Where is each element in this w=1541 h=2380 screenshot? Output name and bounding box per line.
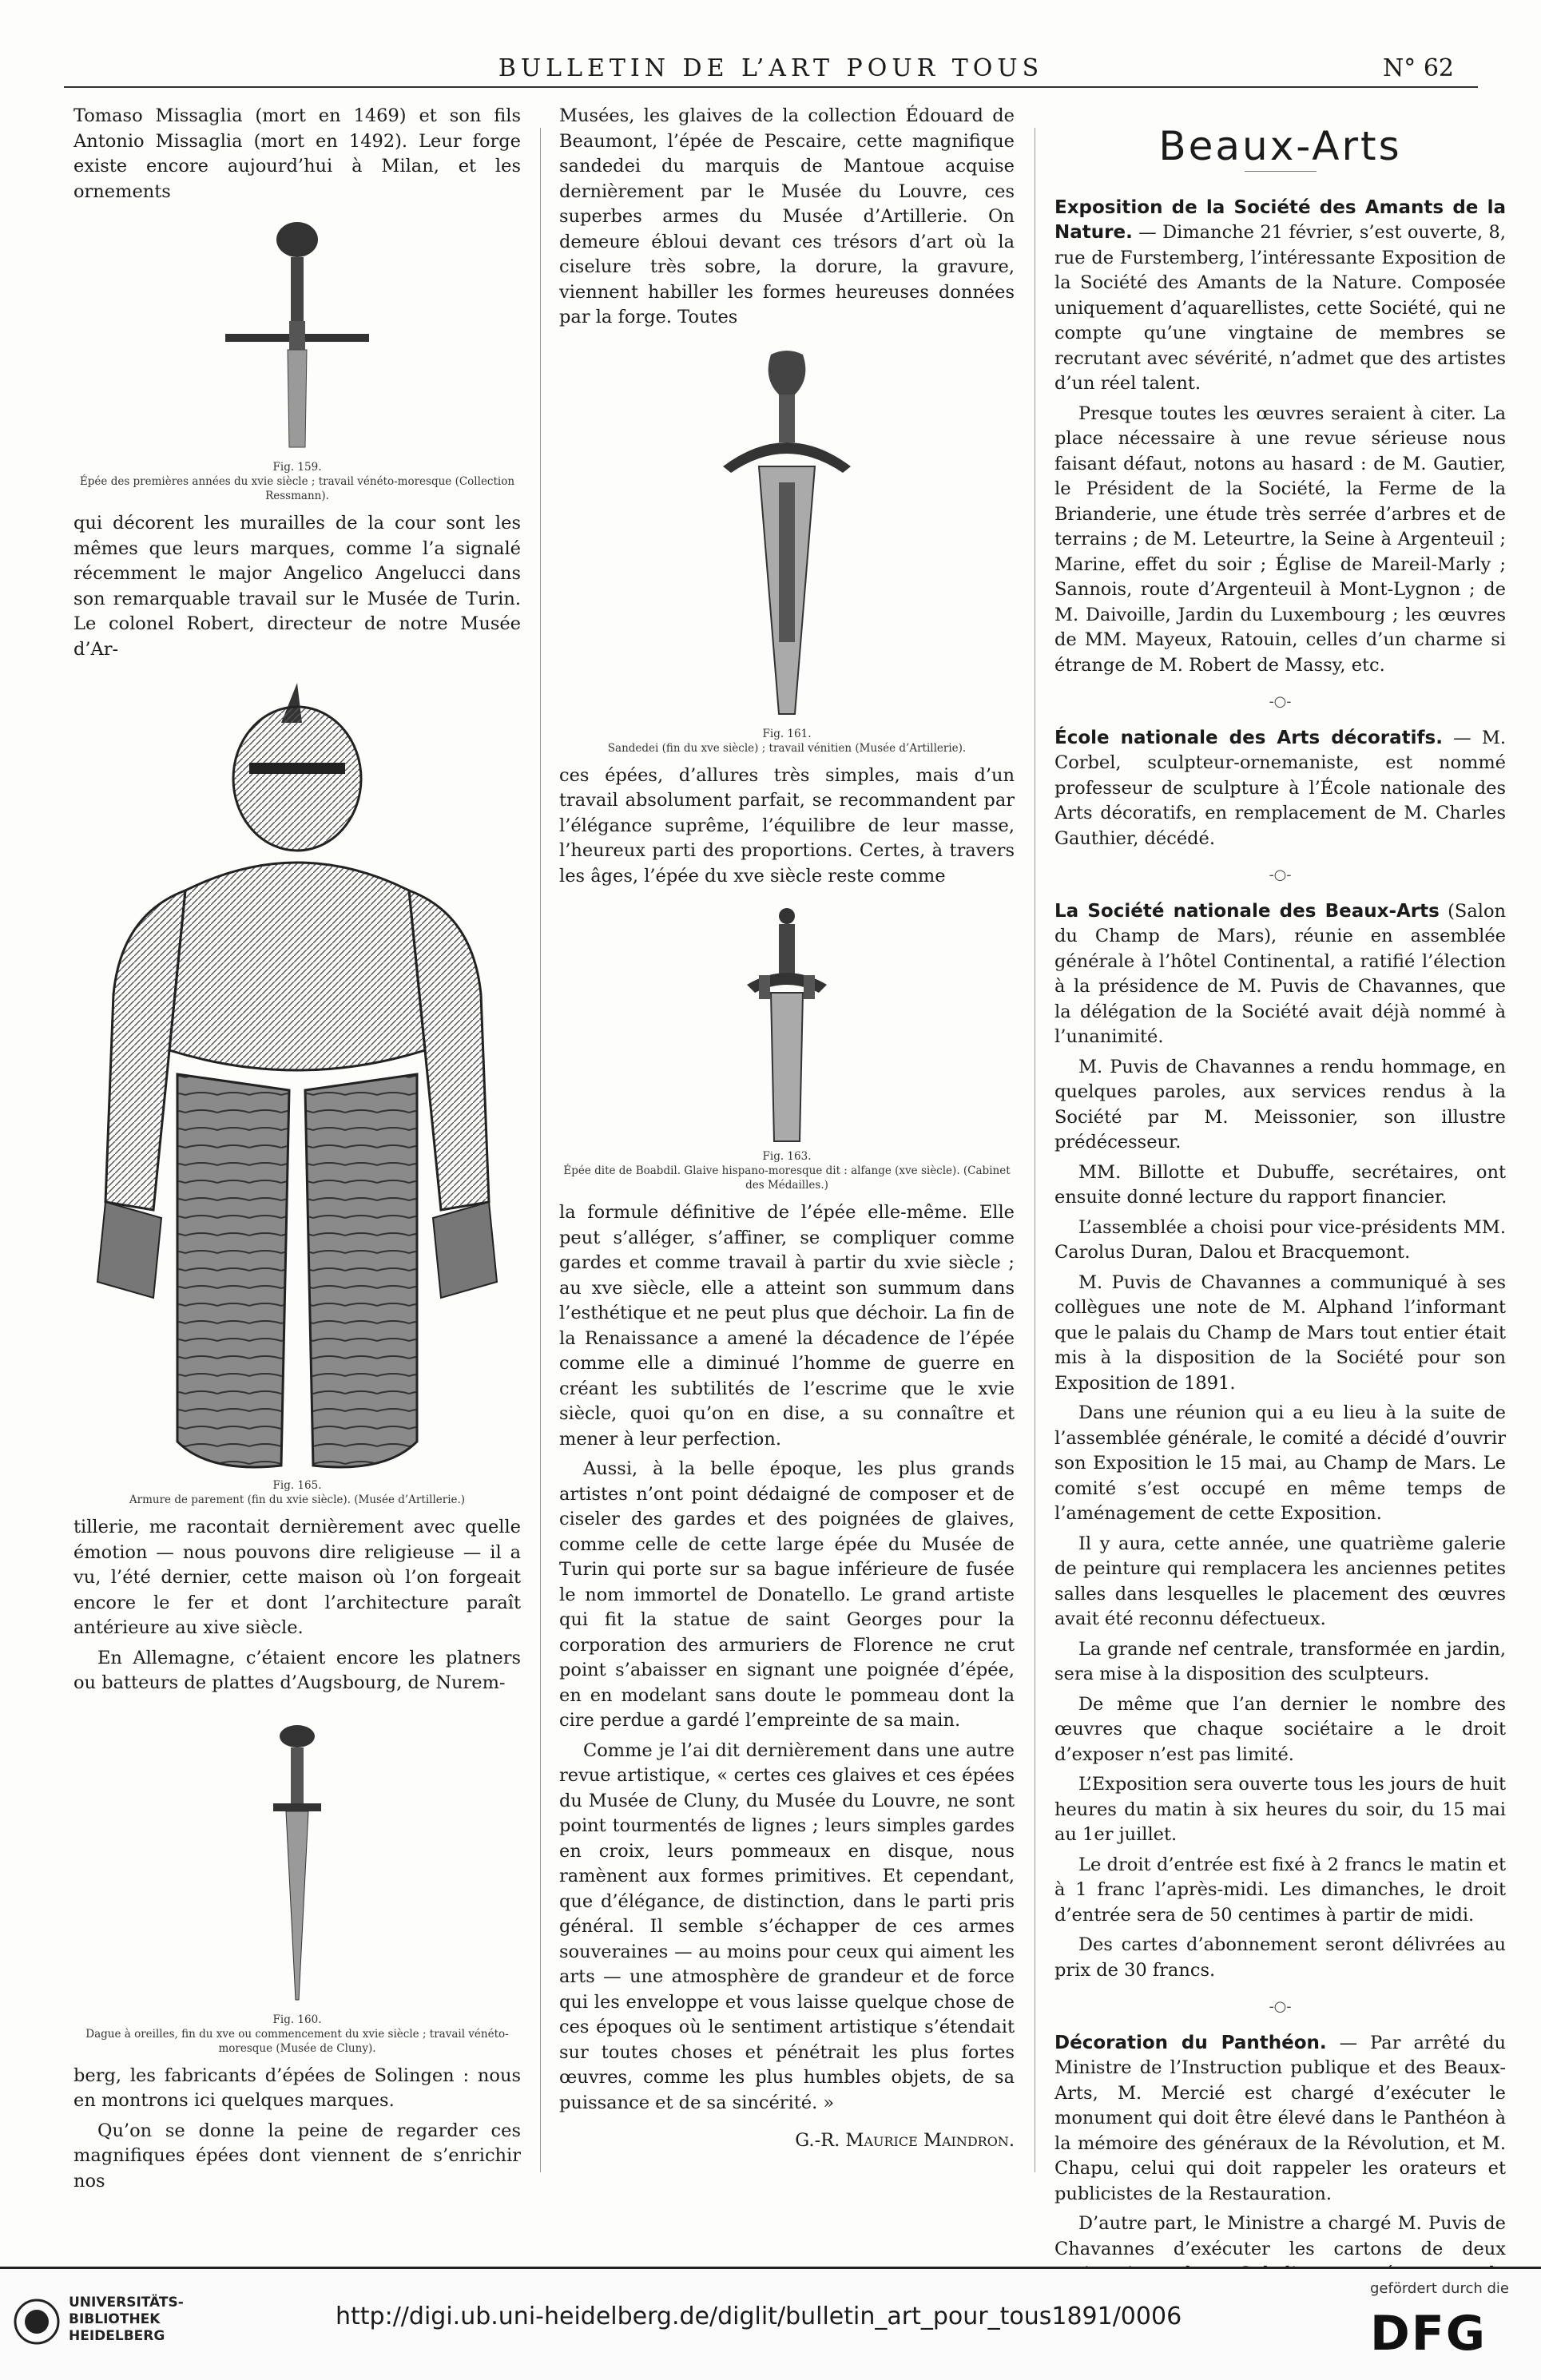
university-seal-icon [13,2298,61,2346]
paragraph: D’autre part, le Ministre a chargé M. Puvis de Chavannes d’exécuter les cartons de deux [1054,2213,1506,2259]
caption-text: Sandedei (fin du xve siècle) ; travail vénitien (Musée d’Artillerie). [607,741,967,755]
column-2 [559,104,1015,2154]
section-heading: Beaux-Arts [1158,123,1402,169]
paragraph: M. Puvis de Chavannes a communiqué à ses collègues une note de M. Alphand l’informant que le palais du Champ de Mars tout entier était mis à la disposition de la Société pour son Exposition de 1891. [1054,1271,1506,1394]
item-text: — Dimanche 21 février, s’est ouverte, 8, rue de Furstemberg, l’intéressante Exposition de la Société des Amants de la Nature. Composée uniquement d’aquarellistes, cette Société, qui ne compte qu’une vingtaine de membres se recrutant avec sévérité, n’admet que des artistes d’un réel talent. [1054,222,1506,394]
paragraph: Comme je l’ai dit dernièrement dans une autre revue artistique, « certes ces glaives et ces épées du Musée de Cluny, du Musée du Louvre, ne sont point tourmentés de lignes ; leurs simples gardes en croix, leurs pommeaux en disque, nous ramènent aux formes primitives. Et cependant, que d’élégance, de distinction, dans le parti pris général. Il semble s’échapper de ces armes souveraines — au moins pour ceux qui aiment les arts — une atmosphère de grandeur et de force qui les enveloppe et vous laisse quelque chose de ces époques où le sentiment artistique s’étendait sur toutes choses et pénétrait les plus fortes œuvres, comme les plus humbles objets, de sa puissance et de sa sincérité. » [559,1739,1015,2113]
news-item [1054,196,1506,397]
paragraph: qui décorent les murailles de la cour sont les mêmes que leurs marques, comme l’a signalé récemment le major Angelico Angelucci dans son remarquable travail sur le Musée de Turin. Le colonel Robert, directeur de notre Musée d’Ar- [73,513,521,660]
item-title: Exposition de la Société des Amants de la Nature. [1054,196,1506,243]
institution-line: BIBLIOTHEK [69,2311,161,2327]
news-item [1054,2031,1506,2207]
news-item [1054,726,1506,852]
item-title: La Société nationale des Beaux-Arts [1054,900,1440,922]
paragraph: Il y aura, cette année, une quatrième galerie de peinture qui remplacera les anciennes petites salles dans lesquelles le placement des œuvres avait été reconnu défectueux. [1054,1533,1506,1629]
paragraph: Presque toutes les œuvres seraient à citer. La place nécessaire à une revue sérieuse nous faisant défaut, notons au hasard : de M. Gautier, le Président de la Société, la Ferme de la Brianderie, une étude très serrée d’arbres et de terrains ; de M. Leteurtre, la Seine à Argenteuil ; Marine, effet du soir ; Église de Mareil-Marly ; Sannois, route d’Argenteuil à Mont-Lygnon ; de M. Daivoille, Jardin du Luxembourg ; les œuvres de MM. Mayeux, Ratouin, celles d’un charme si étrange de M. Robert de Massy, etc. [1054,403,1506,676]
permalink[interactable]: http://digi.ub.uni-heidelberg.de/diglit/bulletin_art_pour_tous1891/0006 [336,2303,1182,2330]
item-text: (Salon du Champ de Mars), réunie en assemblée générale à l’hôtel Continental, a ratifié l’élection à la présidence de M. Puvis de Chavannes, que la délégation de la Société avait déjà nommé à l’unanimité. [1054,900,1506,1047]
news-item [1054,899,1506,1050]
paragraph: Le droit d’entrée est fixé à 2 francs le matin et à 1 franc l’après-midi. Les dimanches, le droit d’entrée sera de 50 centimes à partir de midi. [1054,1854,1506,1926]
caption-text: Armure de parement (fin du xvie siècle). (Musée d’Artillerie.) [129,1493,466,1506]
paragraph: Tomaso Missaglia (mort en 1469) et son fils Antonio Missaglia (mort en 1492). Leur forge existe encore aujourd’hui à Milan, et les ornements [73,105,521,202]
figure-159-sword [217,216,377,455]
paragraph: Aussi, à la belle époque, les plus grands artistes n’ont point dédaigné de composer et de ciseler des gardes et des poignées de glaives, comme celle de cette large épée du Musée de Turin qui porte sur sa bague inférieure de fusée le nom immortel de Donatello. Le grand artiste qui fit la statue de saint Georges pour la corporation des armuriers de Florence ne crut point s’abaisser en signant une poignée d’épée, en en modelant sans doute le pommeau dont la cire perdue a gardé l’empreinte de sa main. [559,1458,1015,1731]
item-text: — Par arrêté du Ministre de l’Instruction publique et des Beaux-Arts, M. Mercié est chargé d’exécuter le monument qui doit être élevé dans le Panthéon à la mémoire des généraux de la Révolution, et M. Chapu, celui qui doit rappeler les orateurs et publicistes de la Restauration. [1054,2032,1506,2204]
caption-text: Dague à oreilles, fin du xve ou commencement du xvie siècle ; travail vénéto-moresque (Musée de Cluny). [85,2027,509,2055]
figure-165-armour [89,675,505,1474]
dagger-illustration-icon [249,1720,345,2008]
sandedei-illustration-icon [715,347,859,722]
paragraph: la formule définitive de l’épée elle-même. Elle peut s’alléger, s’affiner, se compliquer comme gardes et comme travail à partir du xvie siècle ; au xve siècle, elle a atteint son summum dans l’esthétique et ne peut plus que déchoir. La fin de la Renaissance a amené la décadence de l’épée comme elle a diminué l’homme de guerre en créant les subtilités de l’escrime que le xvie siècle, quoi qu’on en dise, a su connaître et mener à leur perfection. [559,1202,1015,1450]
column-rule-left [540,128,541,2172]
figure-caption [73,1478,521,1507]
caption-text: Épée des premières années du xvie siècle ; travail vénéto-moresque (Collection Ressmann). [79,475,515,502]
paragraph: ces épées, d’allures très simples, mais d’un travail absolument parfait, se recommandent par l’élégance suprême, l’équilibre de leur masse, l’heureux parti des proportions. Certes, à travers les âges, l’épée du xve siècle reste comme [559,764,1015,887]
paragraph: Des cartes d’abonnement seront délivrées au prix de 30 francs. [1054,1934,1506,1981]
paragraph: Musées, les glaives de la collection Édouard de Beaumont, l’épée de Pescaire, cette magnifique sandedei du marquis de Mantoue acquise dernièrement par le Musée du Louvre, ces superbes armes du Musée d’Artillerie. On demeure ébloui devant ces trésors d’art où la ciselure très sobre, la dorure, la gravure, viennent habiller les formes heureuses données par la forge. Toutes [559,105,1015,327]
column-3 [1054,104,1506,2317]
figure-number: Fig. 161. [762,727,812,740]
institution-line: HEIDELBERG [69,2328,165,2344]
paragraph: Dans une réunion qui a eu lieu à la suite de l’assemblée générale, le comité a décidé d’ouvrir son Exposition le 15 mai, au Champ de Mars. Le comité s’est occupé en même temps de l’aménagement de cette Exposition. [1054,1402,1506,1524]
paragraph: L’assemblée a choisi pour vice-présidents MM. Carolus Duran, Dalou et Bracquemont. [1054,1216,1506,1263]
paragraph: La grande nef centrale, transformée en jardin, sera mise à la disposition des sculpteurs. [1054,1638,1506,1684]
item-title: Décoration du Panthéon. [1054,2032,1327,2053]
sword-illustration-icon [217,216,377,455]
alfange-illustration-icon [731,905,843,1144]
paragraph: berg, les fabricants d’épées de Solingen : nous en montrons ici quelques marques. [73,2065,521,2111]
figure-caption [559,727,1015,756]
figure-caption [73,460,521,503]
armour-illustration-icon [89,675,505,1474]
ornament-divider: -○- [1269,867,1292,883]
paragraph: tillerie, me racontait dernièrement avec quelle émotion — nous pouvons dire religieuse — il a vu, l’été dernier, cette maison où l’on forgeait encore le fer et dont l’architecture paraît antérieure au xive siècle. [73,1517,521,1638]
paragraph: M. Puvis de Chavannes a rendu hommage, en quelques paroles, aux services rendus à la Société par M. Meissonier, son illustre prédécesseur. [1054,1056,1506,1152]
item-title: École nationale des Arts décoratifs. [1054,727,1443,748]
figure-number: Fig. 160. [272,2013,322,2026]
journal-title: BULLETIN DE L’ART POUR TOUS [498,54,1044,82]
figure-number: Fig. 163. [762,1150,812,1163]
figure-caption [559,1149,1015,1192]
item-text: — M. Corbel, sculpteur-ornemaniste, est nommé professeur de sculpture à l’École nationale des Arts décoratifs, en remplacement de M. Charles Gauthier, décédé. [1054,727,1507,849]
paragraph: L’Exposition sera ouverte tous les jours de huit heures du matin à six heures du soir, du 15 mai au 1er juillet. [1054,1774,1506,1845]
funded-by-label: gefördert durch die [1370,2280,1509,2297]
figure-caption [73,2013,521,2056]
figure-161-sandedei [715,347,859,722]
footer [0,2269,1541,2380]
figure-163-boabdil-sword [731,905,843,1144]
running-head [64,51,1478,88]
paragraph: Qu’on se donne la peine de regarder ces magnifiques épées dont viennent de s’enrichir nos [73,2120,521,2192]
ornament-divider: -○- [1269,1998,1292,2015]
caption-text: Épée dite de Boabdil. Glaive hispano-moresque dit : alfange (xve siècle). (Cabinet des Médailles.) [563,1164,1011,1192]
institution-line: UNIVERSITÄTS- [69,2295,184,2311]
ornament-divider: -○- [1269,693,1292,710]
figure-160-dagger [249,1720,345,2008]
institution-name [69,2295,184,2345]
paragraph: MM. Billotte et Dubuffe, secrétaires, ont ensuite donné lecture du rapport financier. [1054,1161,1506,1208]
divider [1245,171,1317,172]
figure-number: Fig. 165. [272,1479,322,1492]
paragraph: En Allemagne, c’étaient encore les platners ou batteurs de plattes d’Augsbourg, de Nurem- [73,1647,521,1693]
paragraph: De même que l’an dernier le nombre des œuvres que chaque sociétaire a le droit d’exposer n’est pas limité. [1054,1693,1506,1765]
figure-number: Fig. 159. [272,461,322,474]
column-1 [73,104,521,2199]
dfg-logo: DFG [1370,2306,1487,2362]
author-signature: G.-R. Maurice Maindron. [795,2130,1015,2151]
page-number: N° 62 [1383,54,1454,82]
